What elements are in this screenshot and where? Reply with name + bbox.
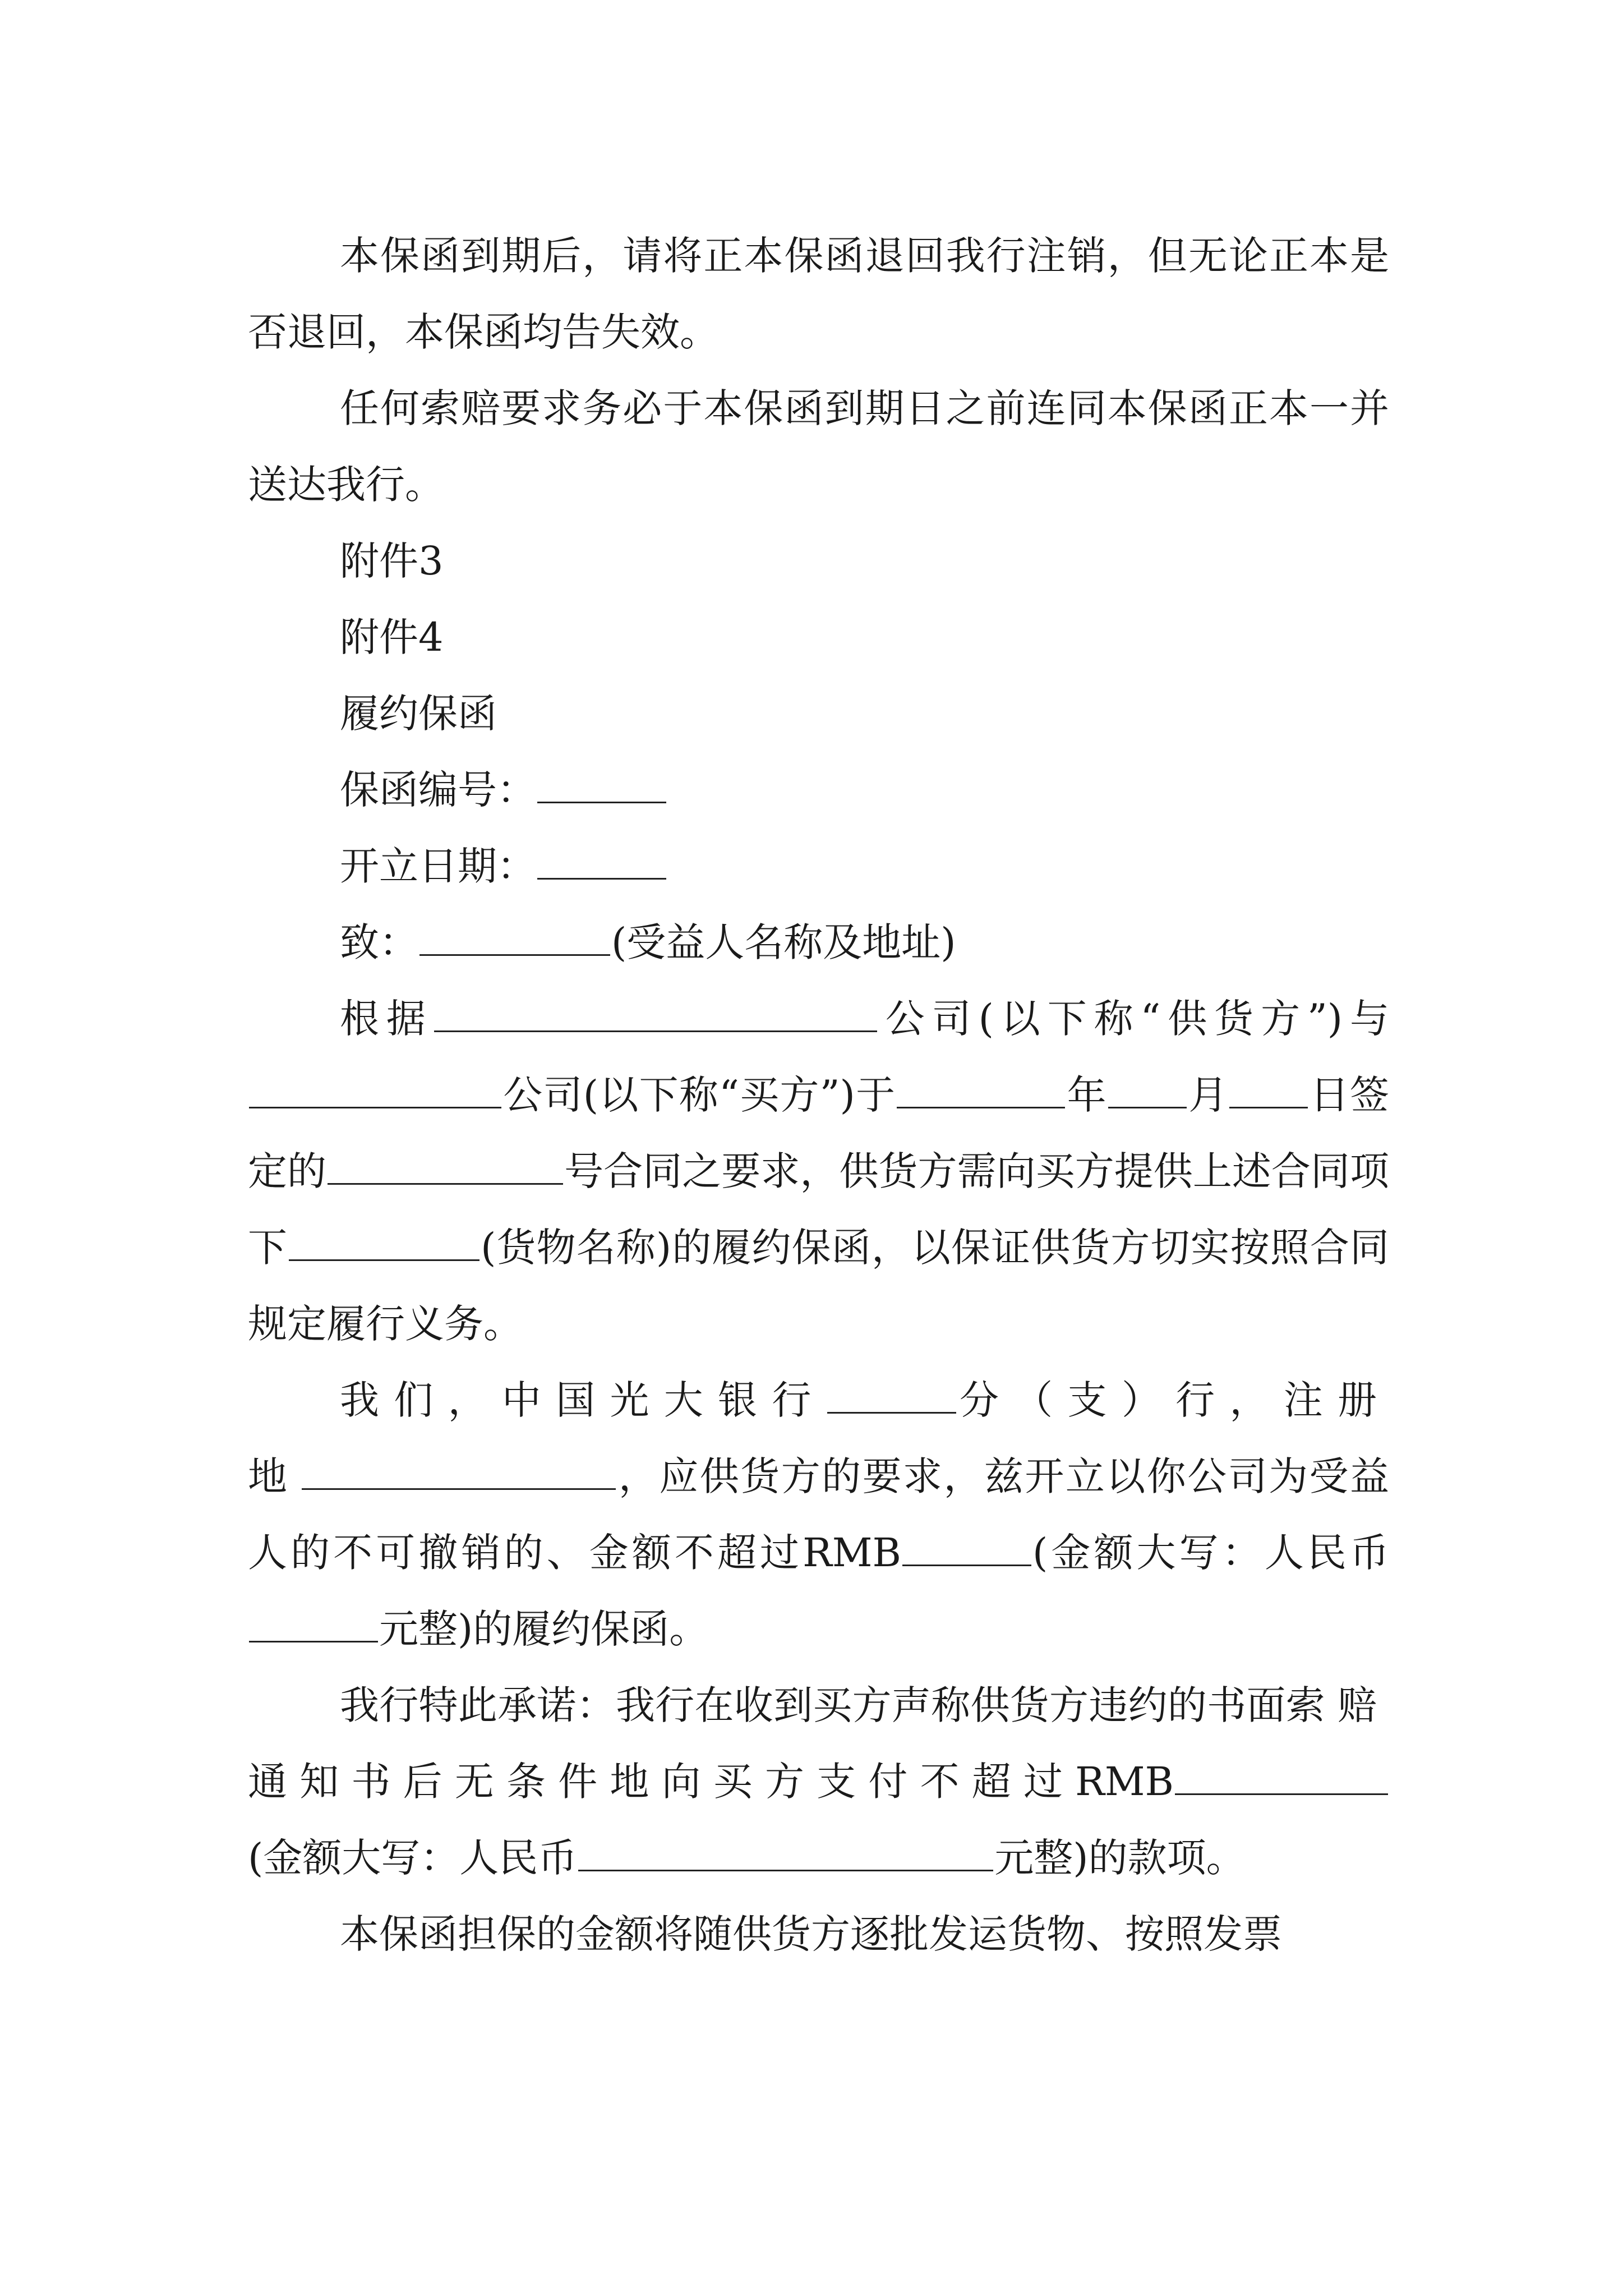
- paragraph-bank: [248, 1362, 1389, 1667]
- basis-text-8: (货物名称)的履约保函，以保证供货方切实按照合同规定履行义务。: [248, 1225, 1390, 1347]
- basis-text-6: 日签定的: [248, 1072, 1390, 1194]
- paragraph-claim: 任何索赔要求务必于本保函到期日之前连同本保函正本一并送达我行。: [248, 385, 1389, 508]
- paragraph-basis: [248, 981, 1389, 1362]
- supplier-blank: [434, 997, 877, 1032]
- to-suffix: (受益人名称及地址): [611, 919, 956, 965]
- bank-text-4: (金额大写：人民币: [1032, 1530, 1390, 1576]
- buyer-blank: [249, 1073, 501, 1108]
- basis-text-2: 公司(以下称“供货方”)与: [878, 996, 1389, 1042]
- basis-text-5: 月: [1187, 1072, 1229, 1118]
- promise-text-2: 索赔通知书后无条件地向买方支付不超过: [248, 1682, 1389, 1805]
- attachment-3-label: 附件3: [340, 538, 444, 584]
- to-label: 致：: [340, 919, 418, 965]
- basis-text-3: 公司(以下称“买方”)于: [502, 1072, 896, 1118]
- issue-date-blank: [537, 844, 666, 880]
- guarantee-number-blank: [537, 768, 666, 803]
- basis-text-7: 号合同之要求，供货方需向买方提供上述合同项下: [248, 1148, 1390, 1271]
- promise-text-4: (金额大写：人民币: [248, 1835, 578, 1881]
- year-blank: [897, 1073, 1065, 1108]
- promise-text-5: 元整)的款项。: [994, 1835, 1246, 1881]
- beneficiary-blank: [419, 921, 610, 956]
- promise-text-1: 我行特此承诺：我行在收到买方声称供货方违约的书面: [340, 1682, 1286, 1728]
- month-blank: [1108, 1073, 1187, 1108]
- branch-blank: [827, 1378, 956, 1414]
- guarantee-number-line: [248, 752, 1389, 828]
- basis-text-1: 根据: [340, 996, 433, 1042]
- day-blank: [1229, 1073, 1308, 1108]
- amount-words-blank: [249, 1607, 378, 1642]
- basis-text-4: 年: [1066, 1072, 1107, 1118]
- bank-text-2: 分（支）行，注册地: [248, 1377, 1390, 1499]
- document-title: 履约保函: [340, 691, 497, 737]
- bank-text-5: 元整)的履约保函。: [379, 1606, 709, 1652]
- attachment-4-label: 附件4: [340, 614, 444, 660]
- issue-date-label: 开立日期：: [340, 843, 536, 889]
- to-line: [248, 904, 1389, 981]
- amount-rmb-blank: [902, 1531, 1031, 1566]
- paragraph-promise: [248, 1667, 1389, 1896]
- promise-text-3: RMB: [1075, 1759, 1174, 1805]
- registered-address-blank: [302, 1455, 616, 1490]
- promise-amount-blank: [1175, 1760, 1388, 1795]
- paragraph-expiry: 本保函到期后，请将正本保函退回我行注销，但无论正本是否退回，本保函均告失效。: [248, 233, 1389, 355]
- issue-date-line: [248, 828, 1389, 904]
- paragraph-last: 本保函担保的金额将随供货方逐批发运货物、按照发票: [340, 1911, 1282, 1957]
- guarantee-number-label: 保函编号：: [340, 767, 536, 813]
- document-body: [248, 218, 1389, 1972]
- contract-number-blank: [328, 1149, 563, 1185]
- goods-name-blank: [289, 1226, 479, 1261]
- bank-text-3: ，应供货方的要求，兹开立以你公司为受益人的不可撤销的、金额不超过RMB: [248, 1453, 1390, 1576]
- promise-amount-words-blank: [578, 1836, 993, 1871]
- bank-text-1: 我们，中国光大银行: [340, 1377, 826, 1423]
